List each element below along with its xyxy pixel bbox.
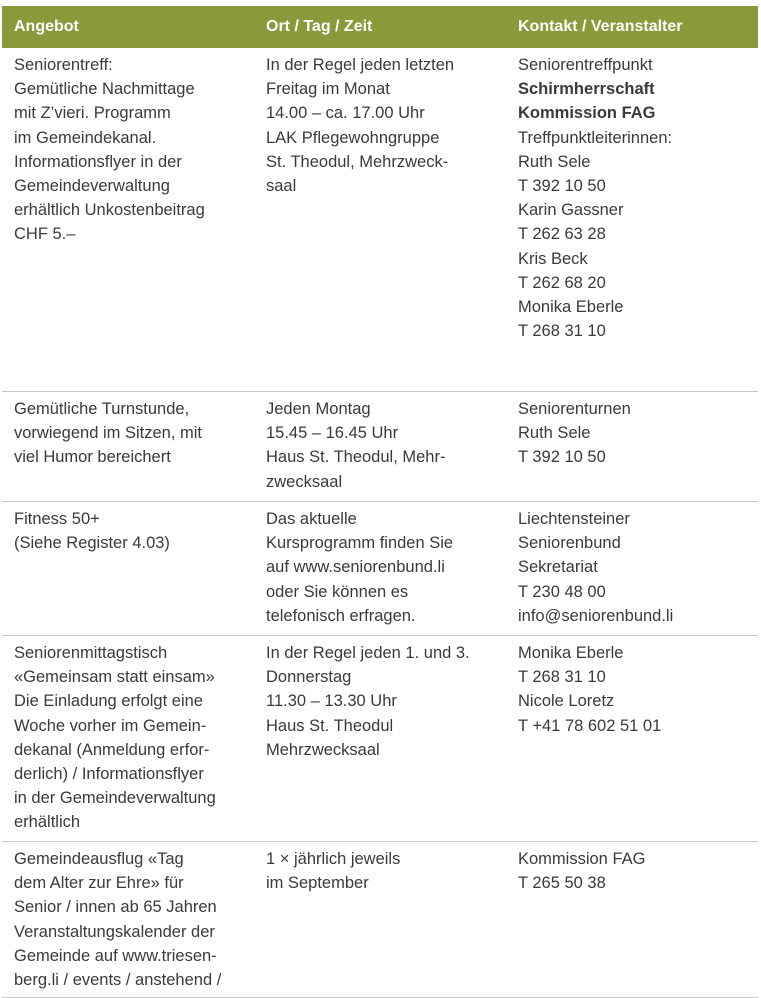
- cell-angebot: [2, 48, 254, 391]
- cell-kontakt: [506, 842, 758, 997]
- header-angebot: Angebot: [14, 18, 79, 35]
- cell-line: vorwiegend im Sitzen, mit: [14, 424, 202, 443]
- cell-ort: [254, 502, 506, 635]
- cell-angebot: [2, 392, 254, 501]
- cell-line: Gemeindeverwaltung: [14, 177, 170, 196]
- cell-line: T 265 50 38: [518, 874, 606, 893]
- cell-line: St. Theodul, Mehrzweck-: [266, 152, 449, 171]
- offer-table: [2, 6, 758, 998]
- cell-line: erhältlich Unkostenbeitrag: [14, 201, 205, 220]
- cell-line: Freitag im Monat: [266, 80, 390, 99]
- cell-line: Seniorentreff:: [14, 56, 113, 74]
- cell-line: erhältlich: [14, 813, 81, 832]
- cell-line: auf www.seniorenbund.li: [266, 558, 445, 577]
- table-row: [2, 636, 758, 842]
- cell-line: 1 × jährlich jeweils: [266, 850, 401, 868]
- cell-line: saal: [266, 177, 297, 196]
- cell-line: Das aktuelle: [266, 510, 357, 528]
- cell-line: Schirmherrschaft: [518, 80, 655, 99]
- cell-line: dem Alter zur Ehre» für: [14, 874, 184, 893]
- cell-line: Nicole Loretz: [518, 692, 615, 711]
- cell-line: Haus St. Theodul: [266, 716, 394, 735]
- cell-line: Fitness 50+: [14, 510, 100, 528]
- cell-line: derlich) / Informationsflyer: [14, 765, 204, 784]
- cell-line: Kursprogramm finden Sie: [266, 534, 454, 553]
- cell-line: Sekretariat: [518, 558, 598, 577]
- cell-line: Die Einladung erfolgt eine: [14, 692, 203, 711]
- cell-line: (Siehe Register 4.03): [14, 534, 170, 553]
- cell-line: info@seniorenbund.li: [518, 606, 674, 625]
- cell-line: Kommission FAG: [518, 850, 646, 868]
- cell-line: T 262 63 28: [518, 225, 606, 244]
- cell-line: Kris Beck: [518, 249, 588, 268]
- cell-ort: [254, 48, 506, 391]
- table-row: [2, 392, 758, 502]
- cell-line: im September: [266, 874, 369, 893]
- cell-line: dekanal (Anmeldung erfor-: [14, 740, 210, 759]
- cell-line: Monika Eberle: [518, 644, 624, 662]
- cell-line: Karin Gassner: [518, 201, 624, 220]
- cell-line: CHF 5.–: [14, 225, 76, 244]
- cell-angebot: [2, 842, 254, 997]
- cell-line: T 268 31 10: [518, 668, 606, 687]
- header-kontakt: Kontakt / Veranstalter: [518, 18, 683, 35]
- cell-line: Gemeinde auf www.triesen-: [14, 946, 217, 965]
- cell-angebot: [2, 636, 254, 841]
- cell-line: Monika Eberle: [518, 298, 624, 317]
- cell-line: Gemütliche Turnstunde,: [14, 400, 190, 418]
- cell-line: T 262 68 20: [518, 273, 606, 292]
- cell-line: telefonisch erfragen.: [266, 606, 416, 625]
- cell-line: Mehrzwecksaal: [266, 740, 380, 759]
- cell-line: Senior / innen ab 65 Jahren: [14, 898, 217, 917]
- cell-ort: [254, 842, 506, 997]
- table-row: [2, 502, 758, 636]
- cell-line: Seniorenturnen: [518, 400, 631, 418]
- cell-line: zwecksaal: [266, 472, 343, 491]
- table-row: [2, 842, 758, 998]
- table-row: [2, 48, 758, 392]
- cell-line: viel Humor bereichert: [14, 448, 171, 467]
- header-ort-tag-zeit: Ort / Tag / Zeit: [266, 18, 373, 35]
- cell-line: 11.30 – 13.30 Uhr: [266, 692, 397, 711]
- cell-ort: [254, 392, 506, 501]
- cell-line: im Gemeindekanal.: [14, 128, 157, 147]
- cell-line: Treffpunktleiterinnen:: [518, 128, 673, 147]
- cell-line: 15.45 – 16.45 Uhr: [266, 424, 399, 443]
- cell-line: berg.li / events / anstehend /: [14, 971, 222, 990]
- cell-line: 14.00 – ca. 17.00 Uhr: [266, 104, 425, 123]
- cell-line: Gemütliche Nachmittage: [14, 80, 195, 99]
- cell-line: Ruth Sele: [518, 152, 591, 171]
- cell-kontakt: [506, 48, 758, 391]
- cell-line: Seniorenmittagstisch: [14, 644, 168, 662]
- cell-line: In der Regel jeden 1. und 3.: [266, 644, 470, 662]
- cell-line: T 392 10 50: [518, 177, 606, 196]
- cell-line: Woche vorher im Gemein-: [14, 716, 207, 735]
- cell-line: Jeden Montag: [266, 400, 371, 418]
- cell-line: Informationsflyer in der: [14, 152, 182, 171]
- cell-line: Veranstaltungskalender der: [14, 922, 215, 941]
- cell-ort: [254, 636, 506, 841]
- cell-line: Ruth Sele: [518, 424, 591, 443]
- cell-line: T 392 10 50: [518, 448, 606, 467]
- cell-line: LAK Pflegewohngruppe: [266, 128, 440, 147]
- cell-line: Seniorentreffpunkt: [518, 56, 653, 74]
- cell-line: «Gemeinsam statt einsam»: [14, 668, 215, 687]
- cell-line: Gemeindeausflug «Tag: [14, 850, 184, 868]
- cell-line: T +41 78 602 51 01: [518, 716, 662, 735]
- cell-angebot: [2, 502, 254, 635]
- table-header: [2, 6, 758, 48]
- cell-line: T 268 31 10: [518, 322, 606, 341]
- cell-line: in der Gemeindeverwaltung: [14, 789, 216, 808]
- cell-line: mit Z’vieri. Programm: [14, 104, 171, 123]
- cell-line: Liechtensteiner: [518, 510, 630, 528]
- cell-kontakt: [506, 636, 758, 841]
- cell-kontakt: [506, 502, 758, 635]
- cell-line: Haus St. Theodul, Mehr-: [266, 448, 446, 467]
- cell-line: In der Regel jeden letzten: [266, 56, 455, 74]
- cell-kontakt: [506, 392, 758, 501]
- cell-line: T 230 48 00: [518, 582, 606, 601]
- cell-line: oder Sie können es: [266, 582, 409, 601]
- cell-line: Donnerstag: [266, 668, 352, 687]
- cell-line: Kommission FAG: [518, 104, 656, 123]
- cell-line: Seniorenbund: [518, 534, 621, 553]
